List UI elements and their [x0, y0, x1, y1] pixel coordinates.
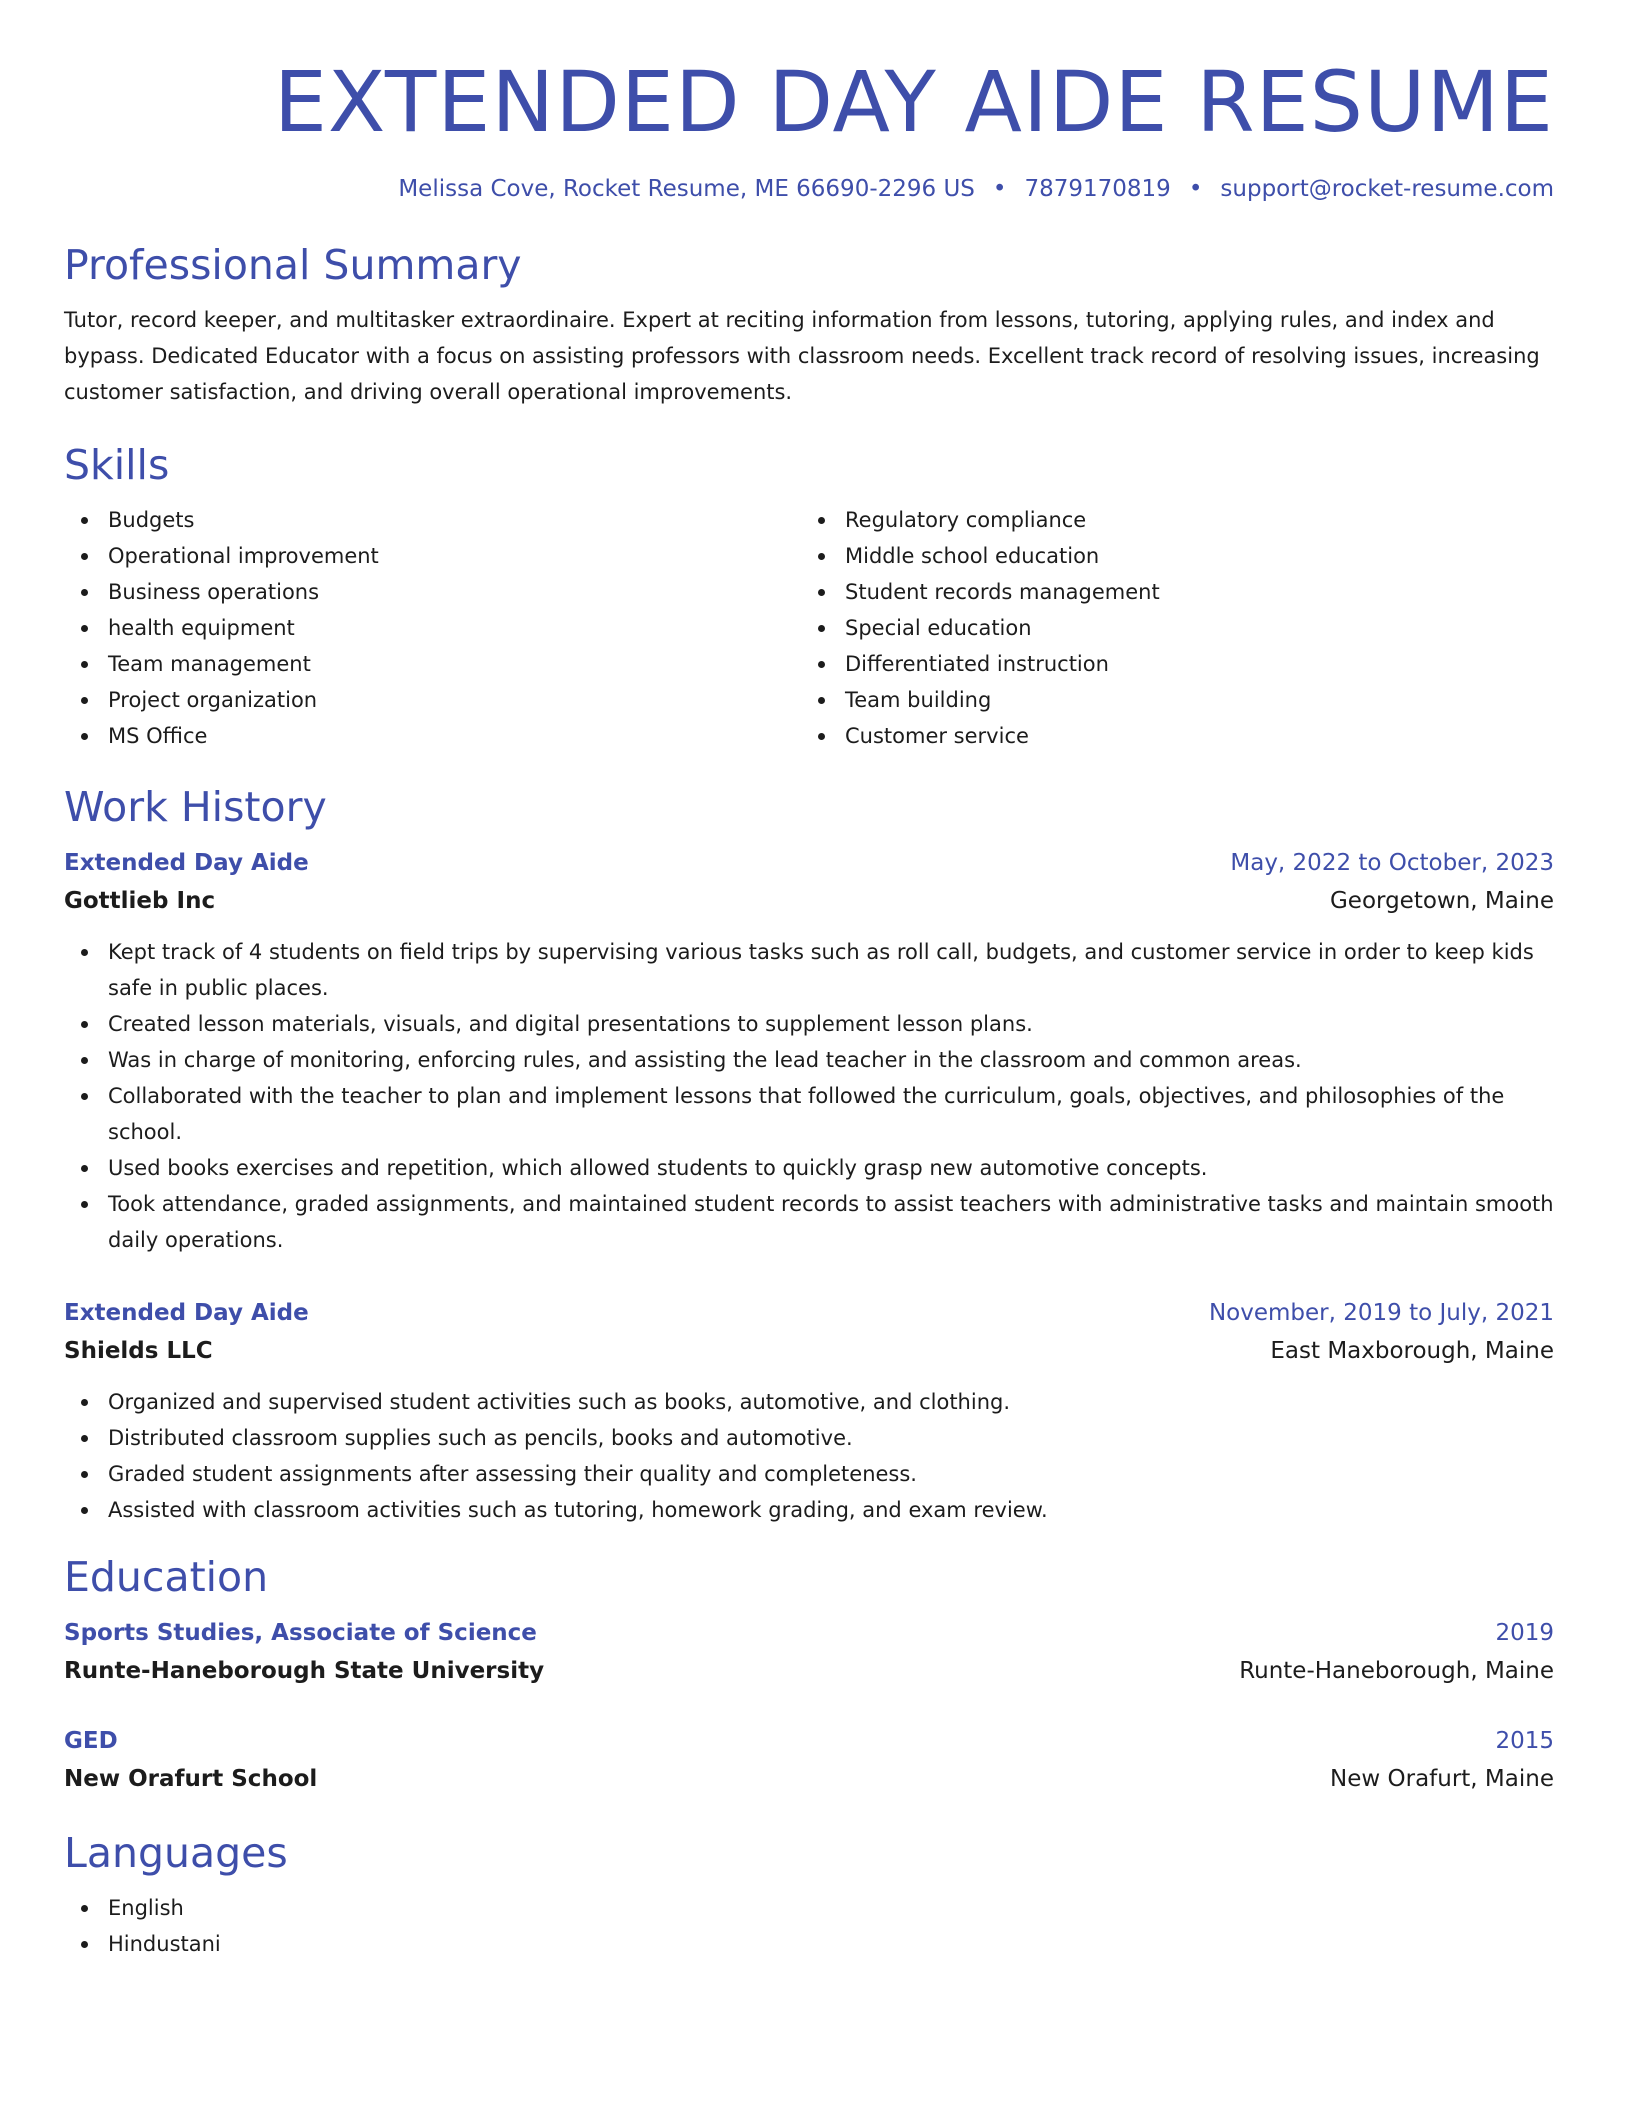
job-responsibility-item: Distributed classroom supplies such as pencils, books and automotive. — [64, 1420, 1554, 1456]
skill-item: MS Office — [64, 718, 801, 754]
skills-list-left — [64, 502, 801, 754]
job-responsibility-item: Graded student assignments after assessing their quality and completeness. — [64, 1456, 1554, 1492]
job-location: East Maxborough, Maine — [1270, 1338, 1554, 1364]
skill-item: Team management — [64, 646, 801, 682]
job-dates: November, 2019 to July, 2021 — [1208, 1300, 1554, 1326]
section-heading-skills: Skills — [64, 441, 170, 489]
summary-section — [64, 240, 1554, 410]
language-item: Hindustani — [64, 1926, 1554, 1962]
job-responsibility-item: Took attendance, graded assignments, and maintained student records to assist teachers with administrative tasks and maintain smooth daily operations. — [64, 1186, 1554, 1258]
skill-item: Student records management — [801, 574, 1538, 610]
contact-line — [64, 174, 1554, 204]
job-responsibility-item: Collaborated with the teacher to plan and implement lessons that followed the curriculum, goals, objectives, and philosophies of the school. — [64, 1078, 1554, 1150]
job-responsibility-item: Was in charge of monitoring, enforcing rules, and assisting the lead teacher in the classroom and common areas. — [64, 1042, 1554, 1078]
skills-section — [64, 440, 1554, 754]
skill-item: Regulatory compliance — [801, 502, 1538, 538]
job-responsibility-item: Kept track of 4 students on field trips by supervising various tasks such as roll call, budgets, and customer service in order to keep kids safe in public places. — [64, 934, 1554, 1006]
job-title: Extended Day Aide — [64, 1300, 309, 1326]
job-dates: May, 2022 to October, 2023 — [1230, 850, 1554, 876]
section-heading-work-history: Work History — [64, 783, 327, 831]
job-company-row — [64, 1332, 1554, 1370]
job-responsibility-item: Organized and supervised student activities such as books, automotive, and clothing. — [64, 1384, 1554, 1420]
education-degree: Sports Studies, Associate of Science — [64, 1620, 537, 1646]
contact-separator: • — [992, 176, 1007, 202]
skill-item: Budgets — [64, 502, 801, 538]
job-responsibility-item: Created lesson materials, visuals, and digital presentations to supplement lesson plans. — [64, 1006, 1554, 1042]
resume-page — [64, 0, 1554, 1962]
skill-item: Customer service — [801, 718, 1538, 754]
job-responsibility-item: Assisted with classroom activities such as tutoring, homework grading, and exam review. — [64, 1492, 1554, 1528]
skill-item: Operational improvement — [64, 538, 801, 574]
summary-text: Tutor, record keeper, and multitasker extraordinaire. Expert at reciting information from lessons, tutoring, applying rules, and index and bypass. Dedicated Educator with a focus on assisting professors with classroom needs. Excellent track record of resolving issues, increasing customer satisfaction, and driving overall operational improvements. — [64, 308, 1540, 404]
skill-item: Middle school education — [801, 538, 1538, 574]
contact-email: support@rocket-resume.com — [1220, 176, 1554, 202]
education-school: New Orafurt School — [64, 1766, 318, 1792]
education-entry — [64, 1722, 1554, 1798]
section-heading-education: Education — [64, 1553, 269, 1601]
skills-grid — [64, 502, 1554, 754]
language-item: English — [64, 1890, 1554, 1926]
job-company: Shields LLC — [64, 1338, 213, 1364]
education-header-row — [64, 1614, 1554, 1652]
job-header-row — [64, 1294, 1554, 1332]
education-location: New Orafurt, Maine — [1330, 1766, 1554, 1792]
education-year: 2019 — [1495, 1620, 1554, 1646]
education-year: 2015 — [1495, 1728, 1554, 1754]
job-entry — [64, 844, 1554, 1258]
job-title: Extended Day Aide — [64, 850, 309, 876]
education-school-row — [64, 1652, 1554, 1690]
work-history-section — [64, 782, 1554, 1528]
education-section — [64, 1552, 1554, 1798]
job-header-row — [64, 844, 1554, 882]
skill-item: Team building — [801, 682, 1538, 718]
job-company: Gottlieb Inc — [64, 888, 216, 914]
skill-item: Differentiated instruction — [801, 646, 1538, 682]
job-location: Georgetown, Maine — [1329, 888, 1554, 914]
skill-item: Project organization — [64, 682, 801, 718]
job-responsibilities — [64, 1384, 1554, 1528]
contact-address: Melissa Cove, Rocket Resume, ME 66690-2296 US — [398, 176, 975, 202]
education-school: Runte-Haneborough State University — [64, 1658, 545, 1684]
section-heading-languages: Languages — [64, 1829, 288, 1877]
job-company-row — [64, 882, 1554, 920]
languages-list — [64, 1890, 1554, 1962]
job-responsibility-item: Used books exercises and repetition, which allowed students to quickly grasp new automotive concepts. — [64, 1150, 1554, 1186]
resume-header — [64, 0, 1554, 204]
education-header-row — [64, 1722, 1554, 1760]
resume-title: EXTENDED DAY AIDE RESUME — [273, 53, 1554, 151]
skill-item: Special education — [801, 610, 1538, 646]
contact-phone: 7879170819 — [1024, 176, 1171, 202]
job-responsibilities — [64, 934, 1554, 1258]
section-heading-summary: Professional Summary — [64, 241, 522, 289]
skills-list-right — [801, 502, 1538, 754]
education-location: Runte-Haneborough, Maine — [1239, 1658, 1554, 1684]
skill-item: health equipment — [64, 610, 801, 646]
job-entry — [64, 1294, 1554, 1528]
education-entry — [64, 1614, 1554, 1690]
contact-separator: • — [1188, 176, 1203, 202]
education-degree: GED — [64, 1728, 118, 1754]
education-school-row — [64, 1760, 1554, 1798]
languages-section — [64, 1828, 1554, 1962]
skill-item: Business operations — [64, 574, 801, 610]
